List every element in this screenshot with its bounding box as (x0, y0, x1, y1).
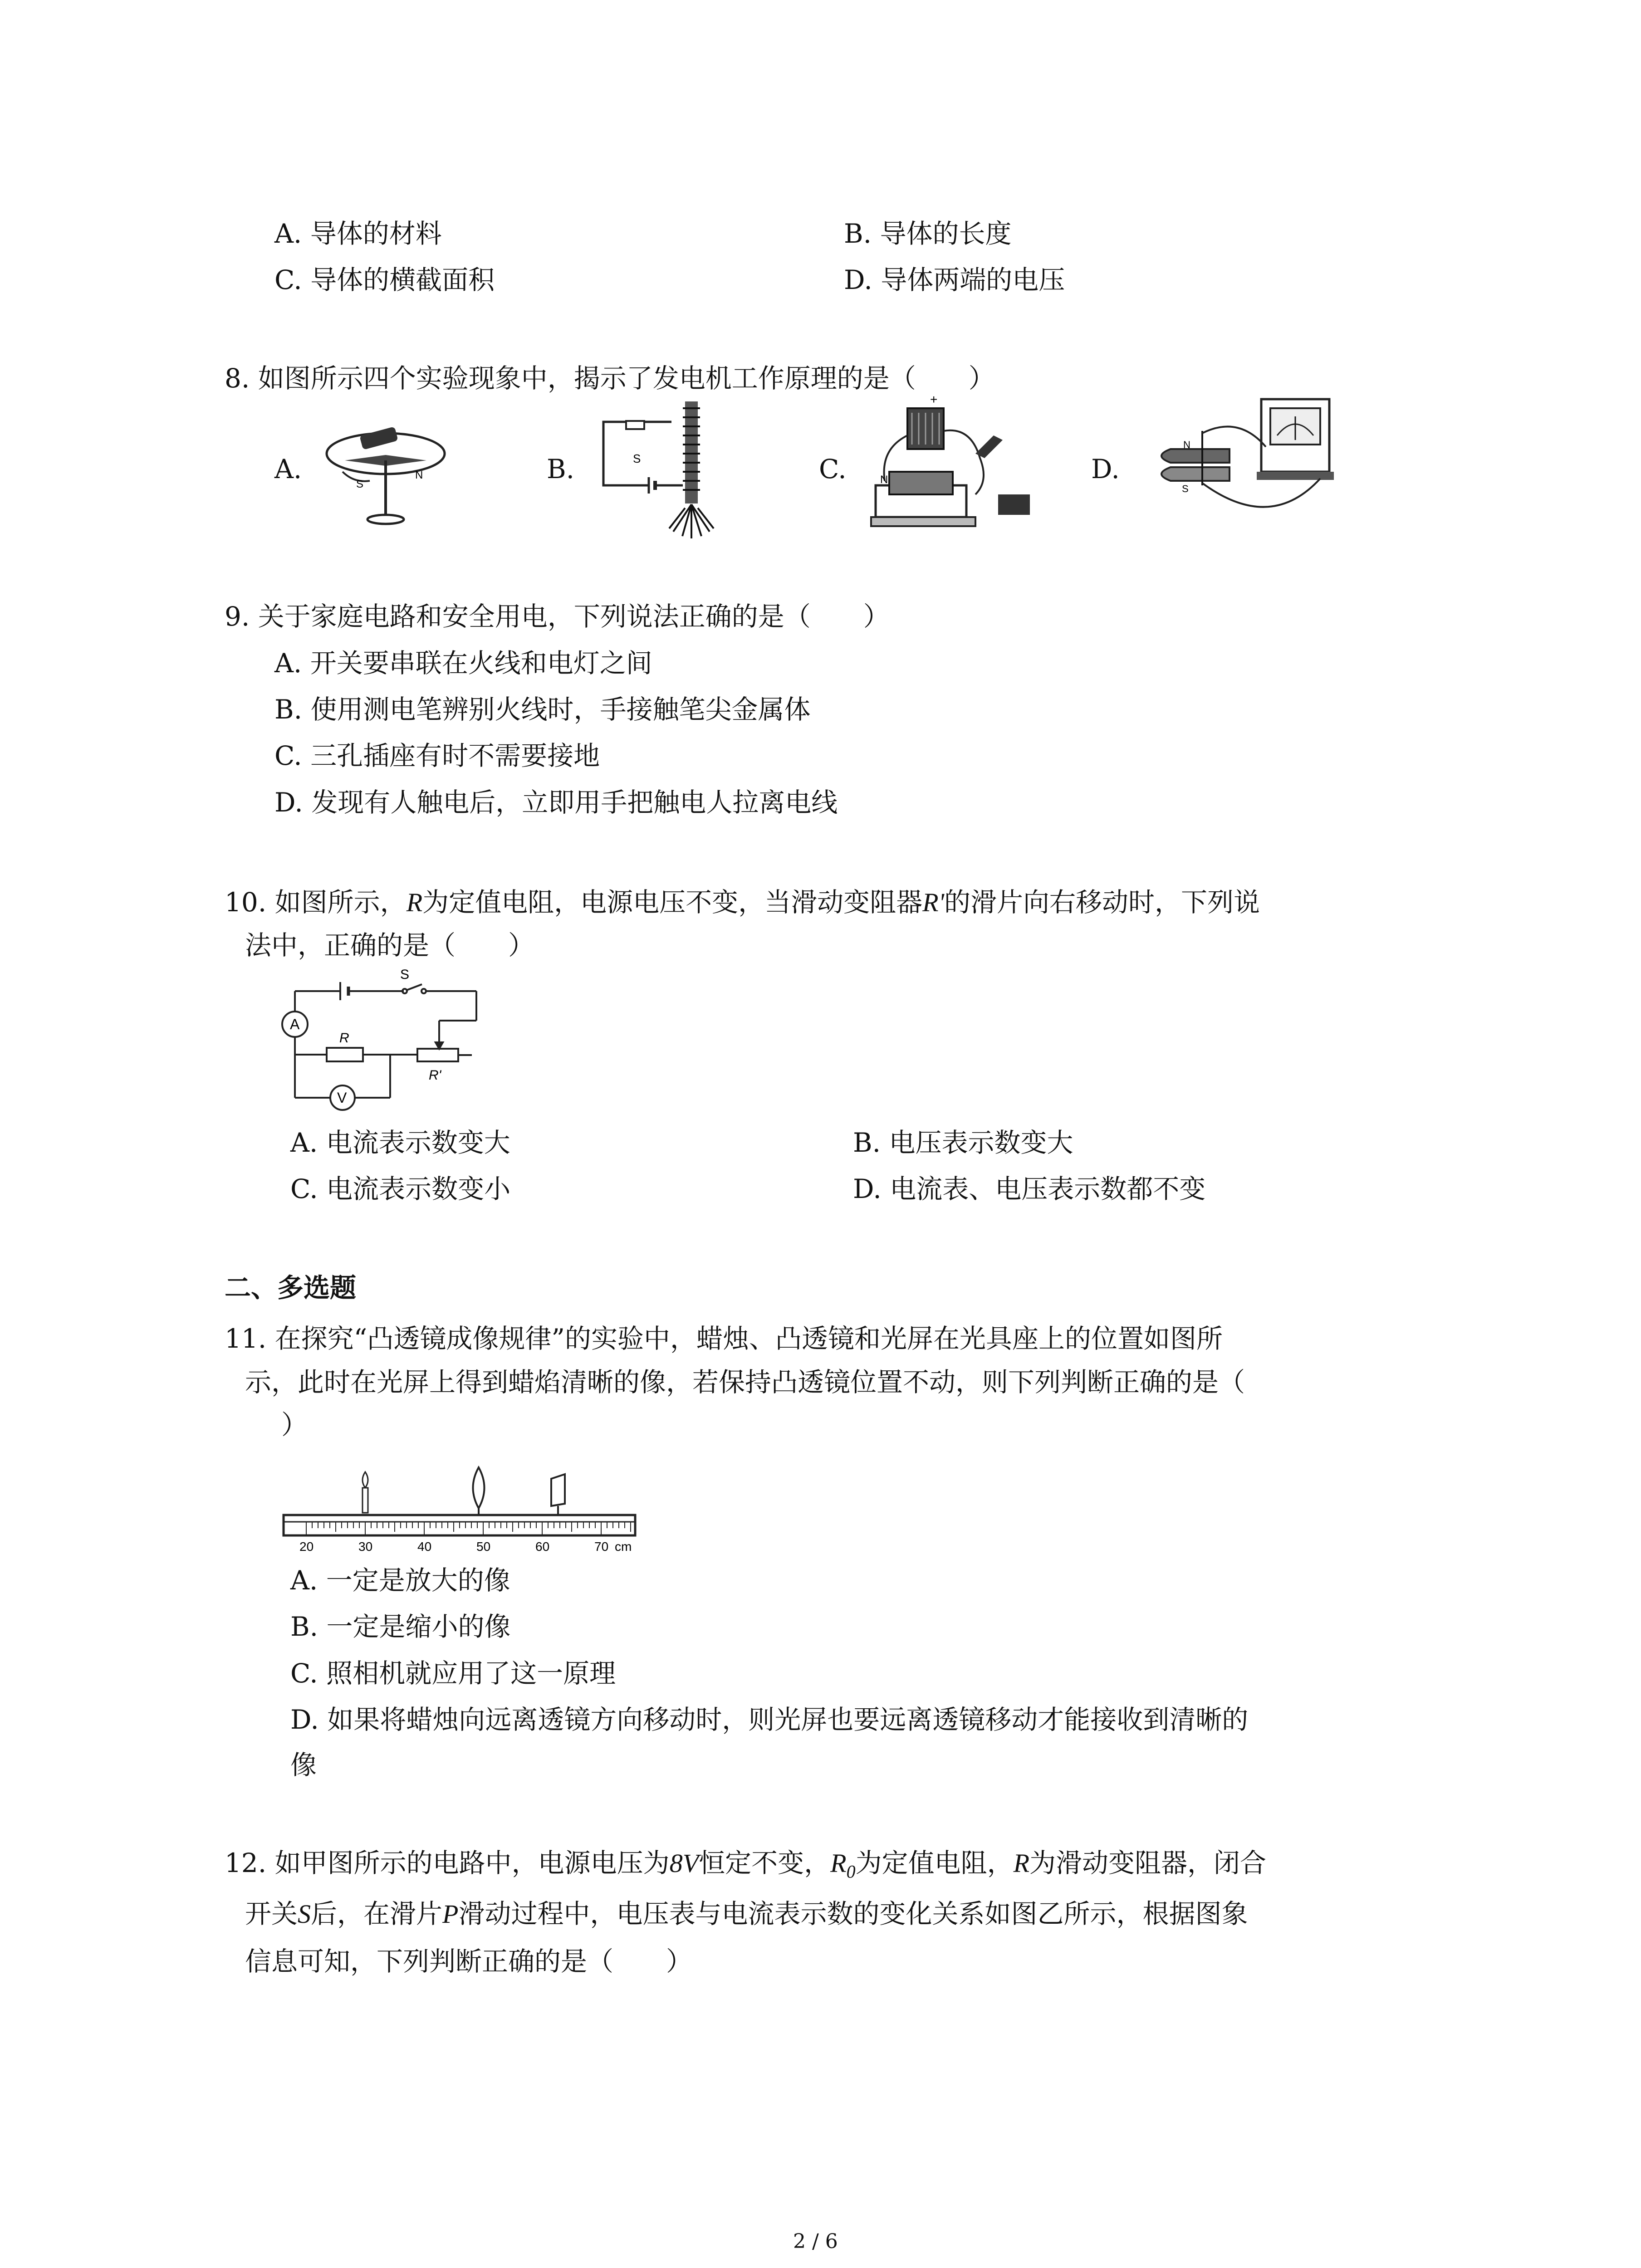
q10-resistor-label: R (339, 1031, 349, 1046)
q8b-s-label: S (633, 452, 641, 465)
q10-option-b: B. 电压表示数变大 (853, 1127, 1073, 1158)
q8-label-a: A. (274, 454, 302, 484)
q8d-n-label: N (1183, 439, 1190, 450)
q9-option-a: A. 开关要串联在火线和电灯之间 (274, 648, 652, 679)
q12-stem-line3: 信息可知，下列判断正确的是（ ） (245, 1946, 693, 1977)
q12-stem-line1: 12. 如甲图所示的电路中，电源电压为8V恒定不变，$R_0$为定值电阻，R为滑动变阻器，闭合 (225, 1848, 1267, 1882)
q8-stem: 8. 如图所示四个实验现象中，揭示了发电机工作原理的是（ ） (225, 363, 995, 394)
q8a-s-label: S (356, 478, 364, 490)
q11-option-d-line1: D. 如果将蜡烛向远离透镜方向移动时，则光屏也要远离透镜移动才能接收到清晰的 (290, 1704, 1249, 1735)
ruler-tick-40: 40 (417, 1540, 432, 1554)
q10-option-a: A. 电流表示数变大 (290, 1127, 510, 1158)
q8d-s-label: S (1182, 483, 1189, 494)
q9-option-d: D. 发现有人触电后，立即用手把触电人拉离电线 (274, 787, 838, 818)
q8-label-d: D. (1091, 454, 1120, 484)
section-heading: 二、多选题 (225, 1272, 357, 1303)
q9-option-c: C. 三孔插座有时不需要接地 (274, 740, 600, 771)
q11-option-a: A. 一定是放大的像 (290, 1565, 510, 1596)
q10-stem-line1: 10. 如图所示，R为定值电阻，电源电压不变，当滑动变阻器R'的滑片向右移动时，下列说 (225, 887, 1260, 918)
q12-stem-line2: 开关S后，在滑片P滑动过程中，电压表与电流表示数的变化关系如图乙所示，根据图象 (245, 1898, 1248, 1929)
q8-figure-d (1143, 390, 1334, 526)
q8-figure-b (599, 399, 749, 540)
q10-circuit-diagram (272, 966, 485, 1116)
q8-figure-c (862, 390, 1043, 540)
q9-option-b: B. 使用测电笔辨别火线时，手接触笔尖金属体 (274, 694, 811, 725)
q11-optical-bench-figure (281, 1458, 640, 1554)
q10-stem-line2: 法中，正确的是（ ） (245, 930, 535, 961)
q10-option-c: C. 电流表示数变小 (290, 1173, 511, 1204)
q11-option-b: B. 一定是缩小的像 (290, 1611, 511, 1642)
q8-label-c: C. (819, 454, 847, 484)
q8-figure-a (318, 411, 454, 533)
q7-option-b: B. 导体的长度 (844, 218, 1012, 249)
ruler-unit: cm (615, 1540, 632, 1554)
q8a-n-label: N (415, 469, 423, 481)
q11-option-d-line2: 像 (290, 1750, 317, 1780)
q11-option-c: C. 照相机就应用了这一原理 (290, 1658, 616, 1689)
q10-voltmeter-label: V (337, 1090, 347, 1106)
page-number: 2 / 6 (793, 2230, 838, 2253)
q10-rheostat-label: R' (429, 1068, 441, 1083)
q8c-plus-label: + (930, 392, 938, 406)
q10-ammeter-label: A (290, 1016, 300, 1032)
q11-stem-line1: 11. 在探究“凸透镜成像规律”的实验中，蜡烛、凸透镜和光屏在光具座上的位置如图所 (225, 1323, 1223, 1354)
ruler-tick-70: 70 (594, 1540, 609, 1554)
q9-stem: 9. 关于家庭电路和安全用电，下列说法正确的是（ ） (225, 601, 890, 632)
q7-option-d: D. 导体两端的电压 (844, 264, 1065, 295)
q11-stem-line3: ） (281, 1409, 308, 1440)
q11-stem-line2: 示，此时在光屏上得到蜡焰清晰的像，若保持凸透镜位置不动，则下列判断正确的是（ (245, 1367, 1245, 1398)
q10-option-d: D. 电流表、电压表示数都不变 (853, 1173, 1206, 1204)
ruler-tick-30: 30 (358, 1540, 373, 1554)
ruler-tick-60: 60 (535, 1540, 550, 1554)
q10-switch-label: S (400, 967, 410, 982)
q8-label-b: B. (547, 454, 575, 484)
q8c-n-label: N (880, 474, 888, 486)
q7-option-c: C. 导体的横截面积 (274, 264, 495, 295)
ruler-tick-20: 20 (299, 1540, 314, 1554)
ruler-tick-50: 50 (476, 1540, 491, 1554)
q7-option-a: A. 导体的材料 (274, 218, 442, 249)
